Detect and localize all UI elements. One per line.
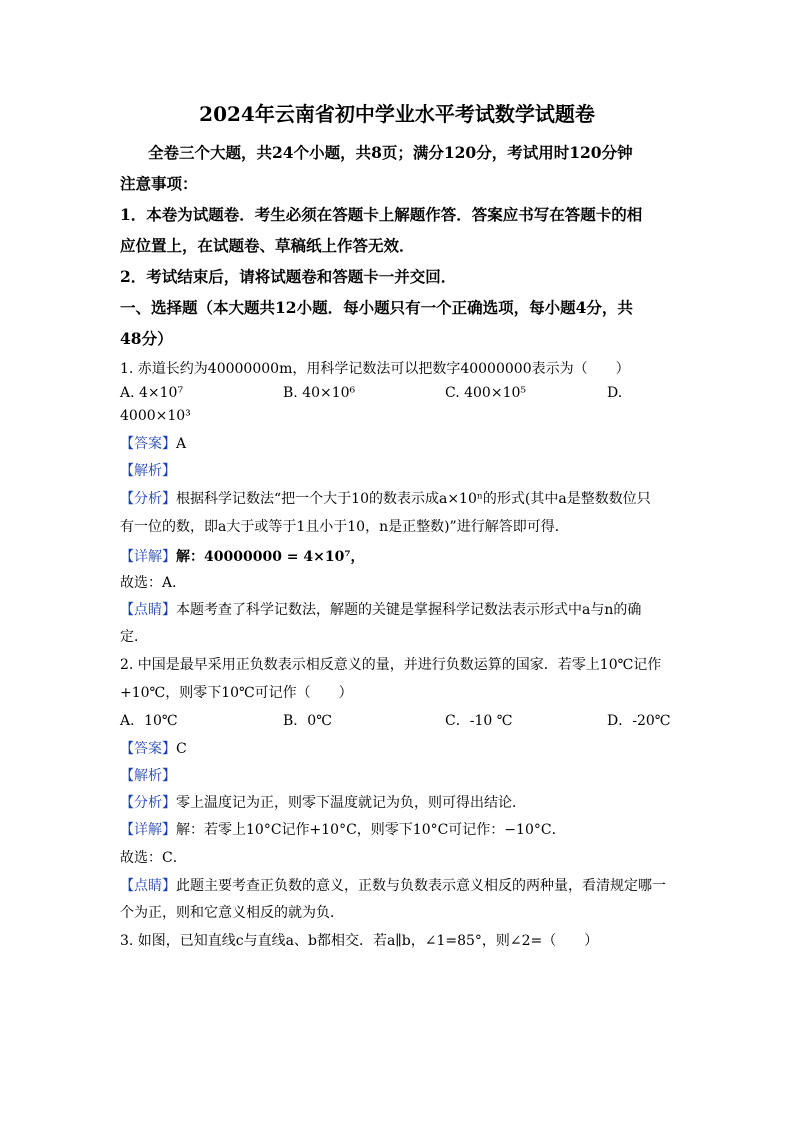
dianjing-text: 本题考查了科学记数法，解题的关键是掌握科学记数法表示形式中a与n的确	[176, 602, 642, 618]
q2-dianjing	[120, 875, 666, 895]
notice-item-1: 1．本卷为试题卷．考生必须在答题卡上解题作答．答案应书写在答题卡的相	[120, 205, 643, 224]
q2-option-b: B．0℃	[283, 713, 332, 729]
question-1-stem: 1. 赤道长约为40000000m，用科学记数法可以把数字40000000表示为（ ）	[120, 361, 630, 377]
q2-answer	[120, 738, 187, 758]
answer-tag: 【答案】	[120, 741, 176, 757]
page-title: 2024年云南省初中学业水平考试数学试题卷	[199, 102, 595, 126]
dianjing-tag: 【点睛】	[120, 602, 176, 618]
q1-answer	[120, 433, 186, 453]
question-2-stem: 2. 中国是最早采用正负数表示相反意义的量，并进行负数运算的国家．若零上10℃记作	[120, 657, 662, 673]
fenxi-text: 零上温度记为正，则零下温度就记为负，则可得出结论．	[176, 795, 526, 811]
q2-option-c: C．-10 ℃	[445, 713, 513, 729]
q2-xiangjie	[120, 819, 566, 839]
q1-xiangjie	[120, 546, 365, 566]
q1-dianjing-cont: 定．	[120, 629, 148, 645]
question-3-stem: 3. 如图，已知直线c与直线a、b都相交．若a∥b，∠1=85°，则∠2=（ ）	[120, 933, 599, 949]
q1-option-d-value: 4000×10³	[120, 408, 191, 424]
xiangjie-text: 解：40000000 = 4×10⁷，	[176, 549, 365, 565]
answer-tag: 【答案】	[120, 436, 176, 452]
fenxi-tag: 【分析】	[120, 491, 176, 507]
xiangjie-tag: 【详解】	[120, 549, 176, 565]
notice-heading: 注意事项：	[120, 174, 198, 193]
q1-option-a: A. 4×10⁷	[120, 385, 184, 401]
analysis-tag: 【解析】	[120, 463, 176, 479]
q1-fenxi	[120, 488, 651, 508]
section-heading-cont: 48分）	[120, 329, 173, 348]
q2-option-a: A．10℃	[120, 713, 178, 729]
q1-choice: 故选：A．	[120, 575, 187, 591]
q1-fenxi-cont: 有一位的数，即a大于或等于1且小于10，n是正整数)”进行解答即可得．	[120, 519, 569, 535]
answer-value: C	[176, 741, 187, 757]
q2-analysis-tag	[120, 765, 176, 785]
q1-option-b: B. 40×10⁶	[283, 385, 356, 401]
fenxi-tag: 【分析】	[120, 795, 176, 811]
notice-item-2: 2．考试结束后，请将试题卷和答题卡一并交回．	[120, 267, 457, 286]
notice-item-1-cont: 应位置上，在试题卷、草稿纸上作答无效．	[120, 236, 415, 255]
fenxi-text: 根据科学记数法“把一个大于10的数表示成a×10ⁿ的形式(其中a是整数数位只	[176, 491, 651, 507]
question-2-stem-cont: +10℃，则零下10℃可记作（ ）	[120, 685, 353, 701]
answer-value: A	[176, 436, 187, 452]
intro-text: 全卷三个大题，共24个小题，共8页；满分120分，考试用时120分钟	[148, 143, 633, 162]
xiangjie-tag: 【详解】	[120, 822, 176, 838]
q2-option-d: D．-20℃	[607, 713, 671, 729]
q2-choice: 故选：C．	[120, 850, 187, 866]
q1-option-c: C. 400×10⁵	[445, 385, 526, 401]
xiangjie-text: 解：若零上10°C记作+10°C，则零下10°C可记作：−10°C．	[176, 822, 566, 838]
dianjing-tag: 【点睛】	[120, 878, 176, 894]
q2-fenxi	[120, 792, 526, 812]
q2-dianjing-cont: 个为正，则和它意义相反的就为负．	[120, 905, 344, 921]
q1-option-d: D.	[607, 385, 623, 401]
section-heading: 一、选择题（本大题共12小题．每小题只有一个正确选项，每小题4分，共	[120, 298, 633, 317]
q1-analysis-tag	[120, 460, 176, 480]
analysis-tag: 【解析】	[120, 768, 176, 784]
q1-dianjing	[120, 599, 641, 619]
dianjing-text: 此题主要考查正负数的意义，正数与负数表示意义相反的两种量，看清规定哪一	[176, 878, 666, 894]
